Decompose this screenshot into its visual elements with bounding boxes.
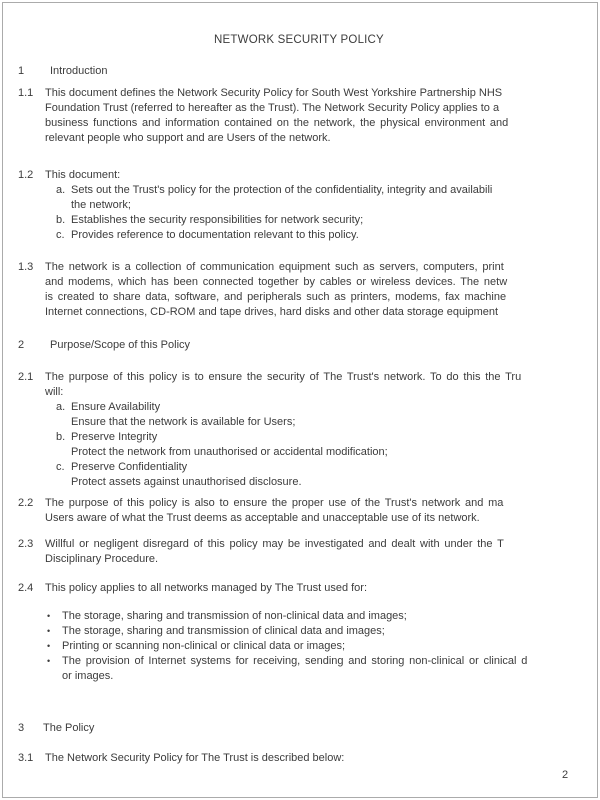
paragraph-line: This document: (45, 169, 121, 181)
paragraph-line: will: (45, 386, 64, 398)
paragraph-number: 2.2 (18, 497, 34, 509)
paragraph (18, 370, 597, 490)
list-item (56, 183, 492, 213)
paragraph-number: 2.3 (18, 538, 34, 550)
paragraph-line: Ensure that the network is available for Users; (71, 416, 296, 428)
list-item-text (71, 213, 363, 228)
paragraph-line: relevant people who support and are Users of the network. (45, 132, 331, 144)
bullet-item-text: The storage, sharing and transmission of clinical data and images; (62, 625, 385, 637)
paragraph-text (45, 86, 508, 146)
section-heading-text: Purpose/Scope of this Policy (50, 339, 191, 351)
paragraph-text (45, 751, 344, 766)
paragraph-number: 1.2 (18, 169, 34, 181)
bullet-item (47, 624, 597, 639)
bullet-item (47, 654, 597, 684)
paragraph-line: Preserve Integrity (71, 431, 158, 443)
paragraph-number: 1.1 (18, 87, 34, 99)
paragraph-line: Ensure Availability (71, 401, 161, 413)
paragraph-line: Preserve Confidentiality (71, 461, 188, 473)
paragraph (18, 496, 597, 526)
section-heading-text: Introduction (50, 65, 108, 77)
paragraph-line: Provides reference to documentation relevant to this policy. (71, 229, 359, 241)
section-number: 1 (18, 65, 25, 77)
section-number: 2 (18, 339, 25, 351)
paragraph-line: Internet connections, CD-ROM and tape drives, hard disks and other data storage equipment (45, 306, 499, 318)
paragraph-number: 2.1 (18, 371, 34, 383)
bullet-marker: • (47, 641, 51, 651)
list-item (56, 430, 521, 460)
paragraph-text (45, 260, 507, 320)
bullet-marker: • (47, 626, 51, 636)
bullet-item (47, 639, 597, 654)
list-marker: a. (56, 401, 66, 413)
paragraph-line: The purpose of this policy is to ensure the security of The Trust's network. To do this the Tru (45, 371, 522, 383)
section-heading-text: The Policy (43, 722, 95, 734)
document-title: NETWORK SECURITY POLICY (214, 34, 384, 46)
paragraph (18, 86, 597, 146)
paragraph-line: Disciplinary Procedure. (45, 553, 159, 565)
section-heading (18, 338, 597, 353)
list-item-text (71, 228, 359, 243)
list-item (56, 228, 492, 243)
bullet-item-text: Printing or scanning non-clinical or clinical data or images; (62, 640, 346, 652)
paragraph-line: Establishes the security responsibilities for network security; (71, 214, 364, 226)
list-marker: a. (56, 184, 66, 196)
list-item-text (71, 460, 302, 490)
bullet-marker: • (47, 656, 51, 666)
paragraph-line: Protect assets against unauthorised disclosure. (71, 476, 302, 488)
bullet-item (47, 609, 597, 624)
paragraph-line: The Network Security Policy for The Trust is described below: (45, 752, 345, 764)
list-marker: c. (56, 461, 65, 473)
list-item (56, 213, 492, 228)
bullet-list (47, 609, 597, 684)
paragraph-text (45, 370, 521, 490)
section-heading (18, 64, 597, 79)
list-marker: b. (56, 214, 66, 226)
document-content (3, 3, 597, 766)
paragraph-number: 3.1 (18, 752, 34, 764)
paragraph-text (45, 537, 504, 567)
paragraph (18, 751, 597, 766)
paragraph-line: and modems, which has been connected together by cables or wireless devices. The netw (45, 276, 508, 288)
paragraph (18, 260, 597, 320)
paragraph-line: or images. (62, 670, 114, 682)
section-heading (18, 721, 597, 736)
paragraph (18, 168, 597, 243)
paragraph (18, 537, 597, 567)
paragraph-line: Sets out the Trust's policy for the protection of the confidentiality, integrity and availabili (71, 184, 493, 196)
paragraph-line: The network is a collection of communication equipment such as servers, computers, print (45, 261, 504, 273)
list-marker: b. (56, 431, 66, 443)
section-number: 3 (18, 722, 25, 734)
paragraph-line: the network; (71, 199, 131, 211)
list-item-text (71, 400, 295, 430)
list-item-text (71, 430, 388, 460)
bullet-item-text: The storage, sharing and transmission of non-clinical data and images; (62, 610, 407, 622)
paragraph-line: This document defines the Network Security Policy for South West Yorkshire Partnership NHS (45, 87, 503, 99)
paragraph-line: business functions and information contained on the network, the physical environment and (45, 117, 509, 129)
document-page (2, 2, 598, 798)
paragraph-text (45, 581, 367, 596)
list-item (56, 460, 521, 490)
paragraph-line: This policy applies to all networks managed by The Trust used for: (45, 582, 368, 594)
paragraph (18, 581, 597, 596)
paragraph-line: Willful or negligent disregard of this policy may be investigated and dealt with under the T (45, 538, 504, 550)
page-number: 2 (562, 769, 569, 781)
paragraph-line: is created to share data, software, and peripherals such as printers, modems, fax machine (45, 291, 507, 303)
paragraph-line: Protect the network from unauthorised or accidental modification; (71, 446, 388, 458)
paragraph-line: The provision of Internet systems for receiving, sending and storing non-clinical or clinical d (62, 655, 528, 667)
paragraph-line: Foundation Trust (referred to hereafter as the Trust). The Network Security Policy applies to a (45, 102, 500, 114)
paragraph-number: 2.4 (18, 582, 34, 594)
paragraph-text (45, 168, 492, 243)
bullet-marker: • (47, 611, 51, 621)
list-item-text (71, 183, 492, 213)
list-item (56, 400, 521, 430)
paragraph-line: The purpose of this policy is also to ensure the proper use of the Trust's network and ma (45, 497, 504, 509)
paragraph-text (45, 496, 503, 526)
bullet-item-text (62, 654, 527, 684)
list-marker: c. (56, 229, 65, 241)
paragraph-line: Users aware of what the Trust deems as acceptable and unacceptable use of its network. (45, 512, 480, 524)
paragraph-number: 1.3 (18, 261, 34, 273)
